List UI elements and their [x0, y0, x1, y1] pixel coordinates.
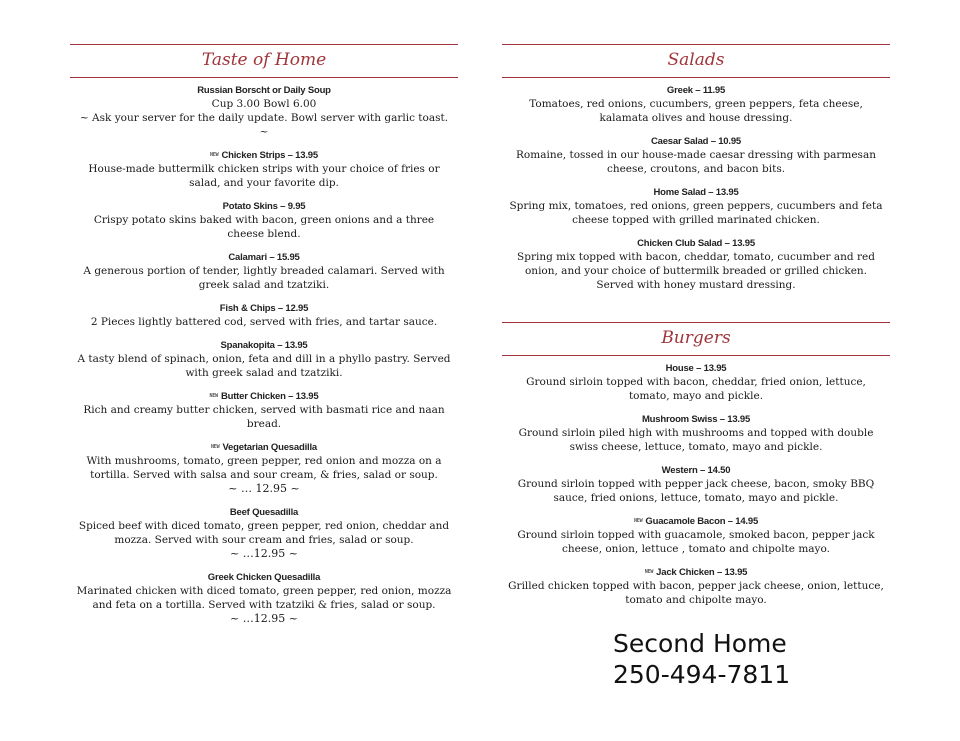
- menu-item: [502, 186, 890, 227]
- menu-item-name: Guacamole Bacon – 14.95: [645, 516, 759, 528]
- restaurant-contact: [613, 628, 790, 690]
- menu-item: [70, 84, 458, 139]
- new-badge: NEW: [644, 569, 654, 576]
- menu-item: [502, 362, 890, 403]
- salads-column: [502, 44, 890, 302]
- menu-item: [502, 413, 890, 454]
- menu-item-description: Ground sirloin piled high with mushrooms and topped with double swiss cheese, lettuce, tomato, mayo and pickle.: [518, 427, 874, 453]
- menu-item-description: Ground sirloin topped with bacon, cheddar, fried onion, lettuce, tomato, mayo and pickle.: [526, 376, 866, 402]
- menu-item-name: Potato Skins – 9.95: [222, 201, 306, 213]
- menu-item-name: Vegetarian Quesadilla: [222, 442, 317, 454]
- menu-item-name: Chicken Strips – 13.95: [221, 150, 318, 162]
- menu-item-name-row: [70, 441, 458, 454]
- menu-item-description: Spiced beef with diced tomato, green pepper, red onion, cheddar and mozza. Served with sour cream and fries, salad or soup.: [78, 520, 450, 547]
- menu-item: [70, 506, 458, 561]
- menu-item-name: Calamari – 15.95: [228, 252, 300, 264]
- menu-item-description: Marinated chicken with diced tomato, green pepper, red onion, mozza and feta on a tortilla. Served with tzatziki & fries, salad or soup.: [76, 585, 452, 612]
- menu-item-name: Western – 14.50: [661, 465, 731, 476]
- salads-items: [502, 78, 890, 292]
- section-title-taste-of-home: Taste of Home: [201, 50, 327, 70]
- new-badge: NEW: [633, 518, 643, 524]
- menu-item-name-row: [70, 506, 458, 519]
- menu-item-name-row: [70, 390, 458, 403]
- menu-item-name-row: [70, 149, 458, 162]
- menu-item-name-row: [70, 571, 458, 584]
- menu-item: [502, 237, 890, 292]
- restaurant-name: Second Home: [613, 629, 787, 658]
- menu-item-description: Cup 3.00 Bowl 6.00: [211, 98, 317, 110]
- menu-item: [502, 135, 890, 176]
- menu-item-description: House-made buttermilk chicken strips with your choice of fries or salad, and your favorite dip.: [88, 163, 440, 190]
- menu-item-description: A tasty blend of spinach, onion, feta and dill in a phyllo pastry. Served with greek salad and tzatziki.: [77, 353, 451, 380]
- menu-item-name: Butter Chicken – 13.95: [220, 391, 319, 403]
- burgers-items: [502, 356, 890, 607]
- menu-item-name: House – 13.95: [665, 363, 727, 374]
- menu-item-name-row: [502, 464, 890, 477]
- menu-item: [70, 339, 458, 380]
- menu-item-name: Jack Chicken – 13.95: [656, 567, 748, 579]
- menu-item-name-row: [70, 200, 458, 213]
- menu-item-description: Ground sirloin topped with pepper jack cheese, bacon, smoky BBQ sauce, fried onions, lettuce, tomato, mayo and pickle.: [517, 478, 875, 504]
- menu-item-name-row: [70, 302, 458, 315]
- menu-item-name-row: [502, 135, 890, 148]
- menu-item-description: ~ Ask your server for the daily update. Bowl server with garlic toast. ~: [79, 112, 449, 138]
- new-badge: NEW: [211, 444, 220, 451]
- menu-item-name-row: [70, 339, 458, 352]
- menu-item-description: With mushrooms, tomato, green pepper, red onion and mozza on a tortilla. Served with salsa and sour cream, & fries, salad or soup.: [86, 455, 442, 482]
- menu-item-description: Romaine, tossed in our house-made caesar dressing with parmesan cheese, croutons, and bacon bits.: [516, 149, 876, 175]
- menu-item-name: Greek – 11.95: [666, 85, 726, 96]
- menu-item: [70, 390, 458, 431]
- salads-header: [502, 44, 890, 78]
- taste-of-home-header: [70, 44, 458, 78]
- menu-item-name-row: [502, 413, 890, 426]
- menu-item-description: Ground sirloin topped with guacamole, smoked bacon, pepper jack cheese, onion, lettuce , tomato and chipolte mayo.: [517, 529, 875, 556]
- menu-item-description: 2 Pieces lightly battered cod, served with fries, and tartar sauce.: [90, 316, 438, 329]
- menu-item-price: ~ … 12.95 ~: [228, 482, 300, 496]
- burgers-header: [502, 322, 890, 356]
- menu-item: [502, 566, 890, 607]
- menu-item-description: Crispy potato skins baked with bacon, green onions and a three cheese blend.: [93, 214, 435, 241]
- menu-item: [70, 571, 458, 626]
- menu-item-name-row: [70, 251, 458, 264]
- menu-item-price: ~ …12.95 ~: [230, 547, 298, 561]
- menu-item-description: Tomatoes, red onions, cucumbers, green peppers, feta cheese, kalamata olives and house dressing.: [529, 98, 863, 124]
- menu-item-name: Caesar Salad – 10.95: [650, 136, 741, 147]
- menu-item: [70, 149, 458, 190]
- taste-of-home-items: [70, 78, 458, 626]
- menu-item-name: Fish & Chips – 12.95: [219, 303, 309, 315]
- menu-item-name: Home Salad – 13.95: [653, 187, 739, 198]
- menu-item-price: ~ …12.95 ~: [230, 612, 298, 626]
- menu-item: [502, 84, 890, 125]
- menu-item-description: A generous portion of tender, lightly breaded calamari. Served with greek salad and tzatziki.: [83, 265, 445, 292]
- menu-item-name: Greek Chicken Quesadilla: [207, 572, 321, 584]
- section-title-salads: Salads: [667, 50, 725, 70]
- menu-item-name-row: [502, 515, 890, 528]
- menu-item: [70, 251, 458, 292]
- menu-item: [70, 441, 458, 496]
- menu-item-description: Spring mix topped with bacon, cheddar, tomato, cucumber and red onion, and your choice of buttermilk breaded or grilled chicken. Served with honey mustard dressing.: [517, 251, 875, 291]
- menu-item-name-row: [502, 186, 890, 199]
- menu-item-name: Mushroom Swiss – 13.95: [641, 414, 751, 425]
- menu-item-description: Rich and creamy butter chicken, served with basmati rice and naan bread.: [83, 404, 445, 431]
- section-title-burgers: Burgers: [661, 328, 731, 348]
- menu-item-name-row: [502, 566, 890, 579]
- menu-item: [70, 200, 458, 241]
- menu-item-description: Grilled chicken topped with bacon, pepper jack cheese, onion, lettuce, tomato and chipolte mayo.: [508, 580, 884, 607]
- menu-item-name-row: [502, 237, 890, 250]
- new-badge: NEW: [210, 152, 219, 158]
- burgers-column: [502, 322, 890, 617]
- new-badge: NEW: [209, 393, 218, 400]
- menu-item-name: Beef Quesadilla: [229, 507, 299, 519]
- menu-item-name-row: [70, 84, 458, 97]
- menu-item-name: Chicken Club Salad – 13.95: [637, 238, 755, 249]
- menu-item: [70, 302, 458, 329]
- menu-item-name: Russian Borscht or Daily Soup: [197, 85, 331, 96]
- menu-item: [502, 464, 890, 505]
- menu-item: [502, 515, 890, 556]
- restaurant-phone: 250-494-7811: [613, 660, 791, 689]
- menu-item-name-row: [502, 84, 890, 97]
- taste-of-home-column: [70, 44, 458, 636]
- menu-item-name: Spanakopita – 13.95: [220, 340, 308, 352]
- menu-item-name-row: [502, 362, 890, 375]
- menu-item-description: Spring mix, tomatoes, red onions, green peppers, cucumbers and feta cheese topped with grilled marinated chicken.: [509, 200, 883, 226]
